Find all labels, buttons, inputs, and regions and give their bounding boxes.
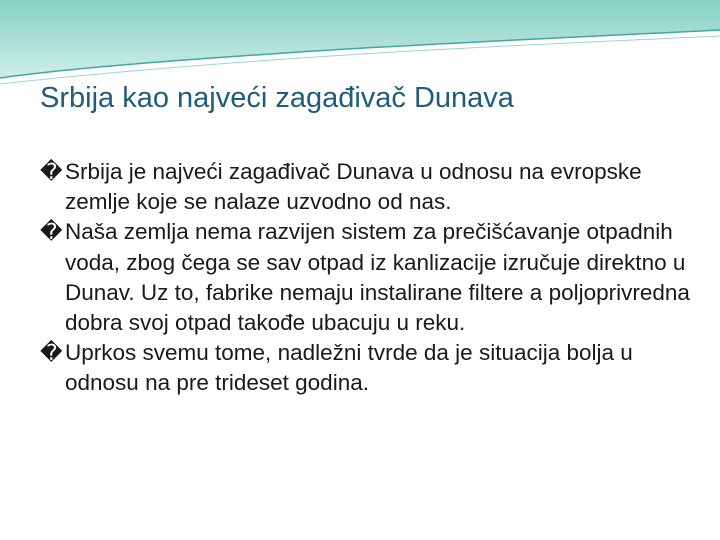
bullet-glyph-icon: � — [40, 219, 63, 245]
bullet-glyph-icon: � — [40, 159, 63, 184]
slide-title: Srbija kao najveći zagađivač Dunava — [40, 82, 514, 114]
bullet-text: Uprkos svemu tome, nadležni tvrde da je situacija bolja u odnosu na pre trideset godina. — [65, 340, 633, 396]
header-wave-decoration — [0, 0, 720, 90]
bullet-text: Naša zemlja nema razvijen sistem za prečišćavanje otpadnih voda, zbog čega se sav otpad iz kanlizacije izručuje direktno u Dunav. Uz to, fabrike nemaju instalirane filtere a poljoprivredna dobra svoj otpad takođe ubacuju u reku. — [65, 219, 690, 336]
bullet-item — [40, 157, 700, 217]
bullet-glyph-icon: � — [40, 340, 63, 366]
bullet-item — [40, 338, 700, 398]
bullet-list — [40, 157, 700, 399]
bullet-item — [40, 217, 700, 338]
bullet-text: Srbija je najveći zagađivač Dunava u odnosu na evropske zemlje koje se nalaze uzvodno od nas. — [65, 159, 642, 215]
